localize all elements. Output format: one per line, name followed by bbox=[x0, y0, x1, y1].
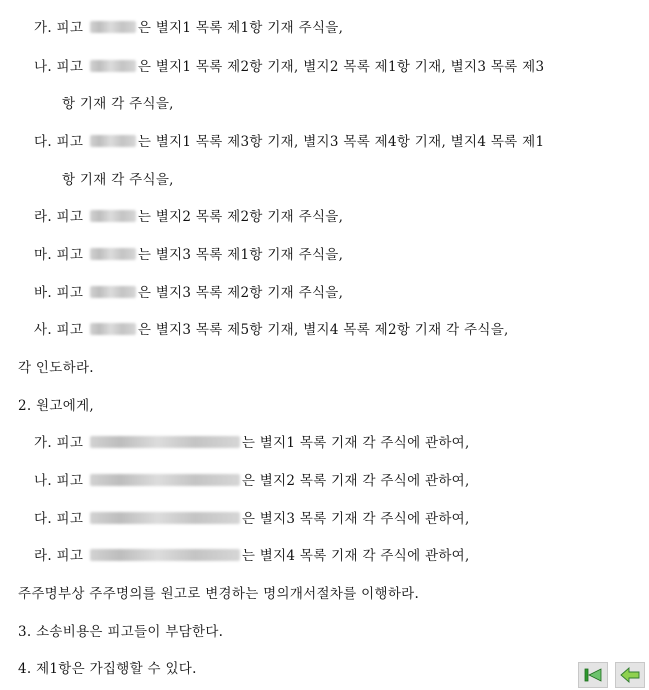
redacted-name bbox=[90, 60, 136, 72]
order-2-heading: 2. 원고에게, bbox=[18, 398, 95, 414]
order-item-1-na-cont: 항 기재 각 주식을, bbox=[62, 96, 174, 112]
order-item-2-ga: 가. 피고 는 별지1 목록 기재 각 주식에 관하여, bbox=[34, 435, 470, 451]
redacted-name bbox=[90, 436, 240, 448]
order-1-conclusion: 각 인도하라. bbox=[18, 360, 94, 376]
order-item-2-na: 나. 피고 은 별지2 목록 기재 각 주식에 관하여, bbox=[34, 473, 470, 489]
redacted-name bbox=[90, 135, 136, 147]
order-3: 3. 소송비용은 피고들이 부담한다. bbox=[18, 624, 224, 640]
redacted-name bbox=[90, 323, 136, 335]
order-4: 4. 제1항은 가집행할 수 있다. bbox=[18, 661, 197, 677]
previous-page-icon bbox=[619, 667, 641, 683]
order-item-1-ba: 바. 피고 은 별지3 목록 제2항 기재 주식을, bbox=[34, 285, 344, 301]
order-item-1-sa: 사. 피고 은 별지3 목록 제5항 기재, 별지4 목록 제2항 기재 각 주식을, bbox=[34, 322, 509, 338]
order-item-1-da-cont: 항 기재 각 주식을, bbox=[62, 172, 174, 188]
order-2-conclusion: 주주명부상 주주명의를 원고로 변경하는 명의개서절차를 이행하라. bbox=[18, 586, 420, 602]
redacted-name bbox=[90, 248, 136, 260]
redacted-name bbox=[90, 286, 136, 298]
first-page-button[interactable] bbox=[578, 662, 608, 688]
redacted-name bbox=[90, 474, 240, 486]
redacted-name bbox=[90, 549, 240, 561]
redacted-name bbox=[90, 21, 136, 33]
order-item-1-ga: 가. 피고 은 별지1 목록 제1항 기재 주식을, bbox=[34, 20, 344, 36]
order-item-1-ra: 라. 피고 는 별지2 목록 제2항 기재 주식을, bbox=[34, 209, 344, 225]
order-item-1-ma: 마. 피고 는 별지3 목록 제1항 기재 주식을, bbox=[34, 247, 344, 263]
order-item-1-da: 다. 피고 는 별지1 목록 제3항 기재, 별지3 목록 제4항 기재, 별지4 목록 제1 bbox=[34, 134, 545, 150]
redacted-name bbox=[90, 512, 240, 524]
first-page-icon bbox=[583, 667, 603, 683]
order-item-2-ra: 라. 피고 는 별지4 목록 기재 각 주식에 관하여, bbox=[34, 548, 470, 564]
previous-page-button[interactable] bbox=[615, 662, 645, 688]
redacted-name bbox=[90, 210, 136, 222]
order-item-2-da: 다. 피고 은 별지3 목록 기재 각 주식에 관하여, bbox=[34, 511, 470, 527]
order-item-1-na: 나. 피고 은 별지1 목록 제2항 기재, 별지2 목록 제1항 기재, 별지3 목록 제3 bbox=[34, 59, 545, 75]
